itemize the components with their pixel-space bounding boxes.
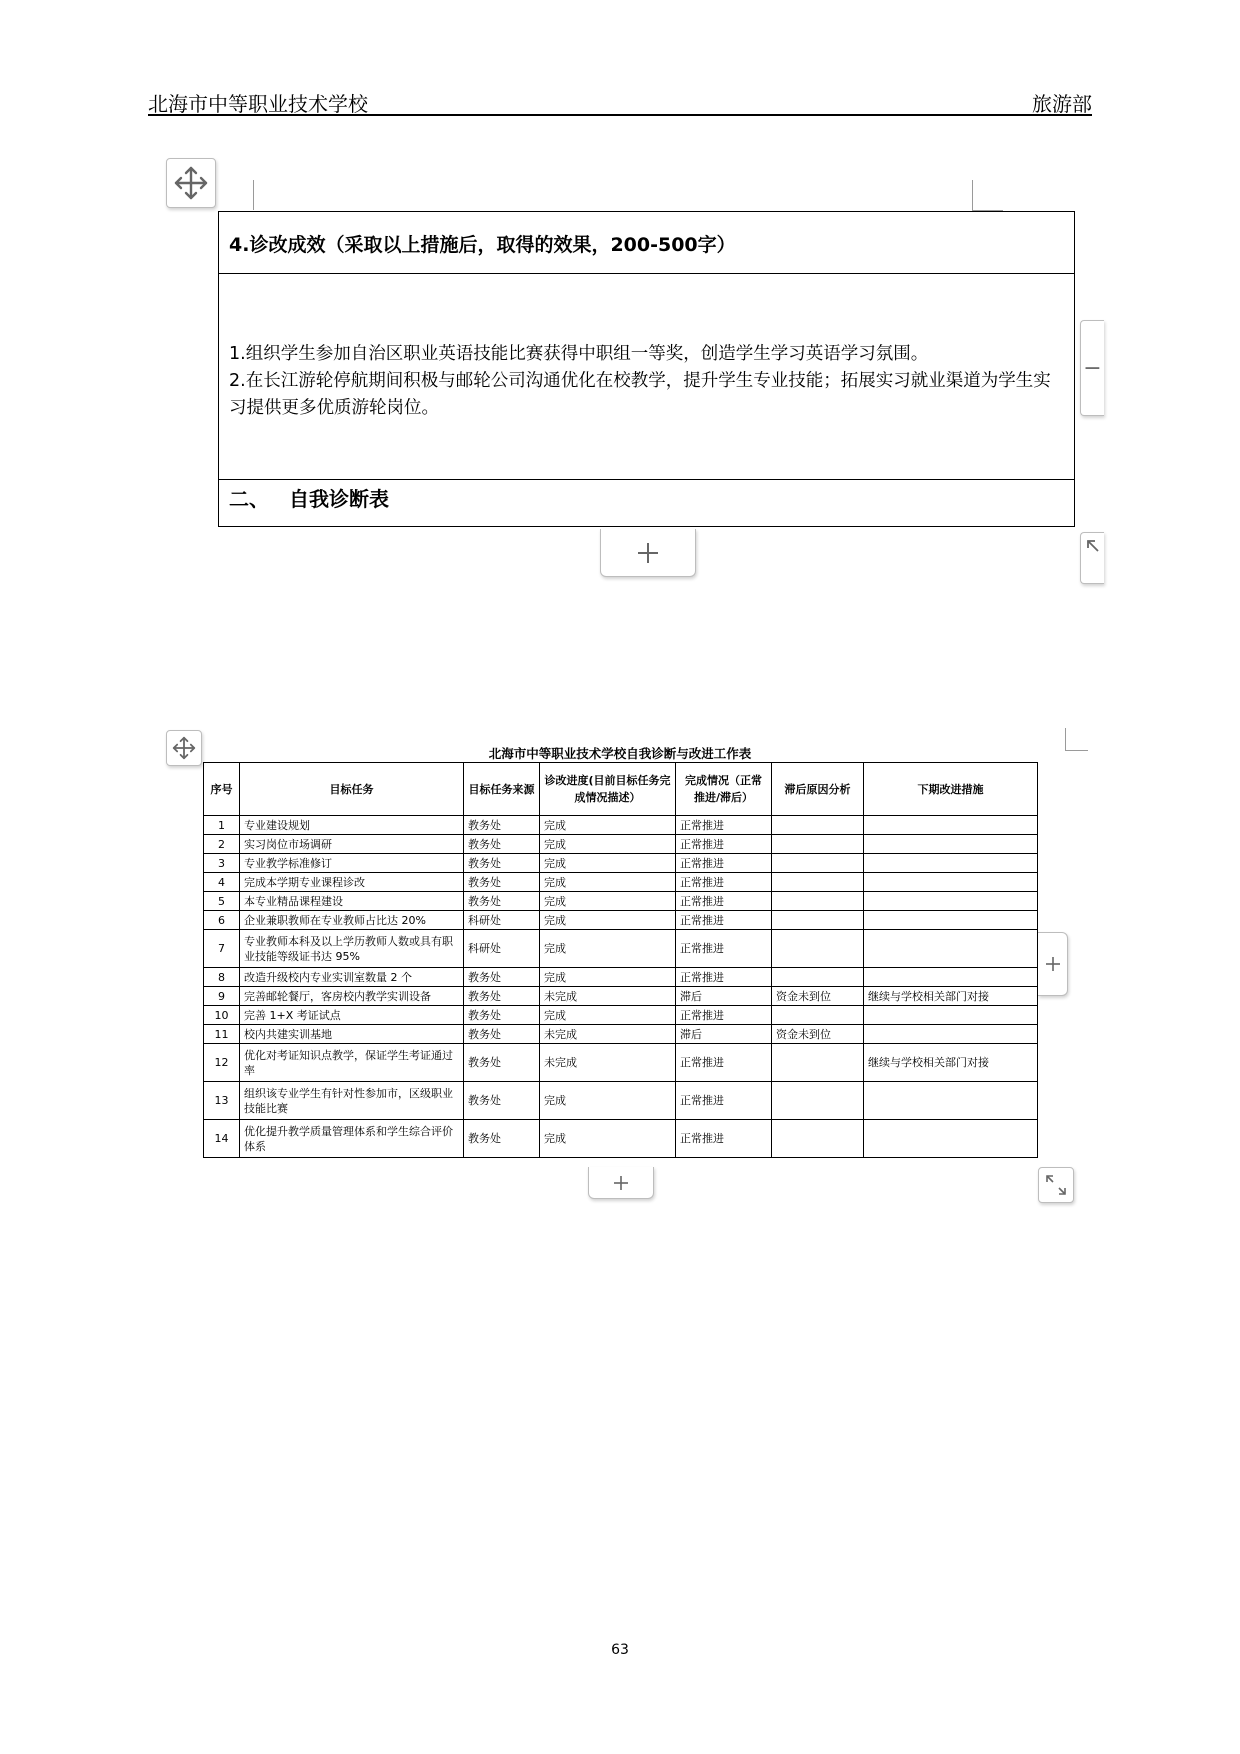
cell-next <box>864 911 1038 930</box>
cell-no: 9 <box>204 987 240 1006</box>
cell-reason: 资金未到位 <box>772 987 864 1006</box>
cell-task: 专业建设规划 <box>240 816 464 835</box>
cell-next <box>864 968 1038 987</box>
cell-next <box>864 854 1038 873</box>
cell-source: 教务处 <box>464 987 540 1006</box>
cell-progress: 完成 <box>540 1120 676 1158</box>
col-header-no: 序号 <box>204 763 240 816</box>
cell-reason <box>772 1082 864 1120</box>
table-row <box>204 873 1038 892</box>
cell-no: 7 <box>204 930 240 968</box>
cell-progress: 完成 <box>540 968 676 987</box>
cell-status: 正常推进 <box>676 854 772 873</box>
resize-diagonal-icon <box>1044 1173 1068 1197</box>
cell-progress: 完成 <box>540 1006 676 1025</box>
cell-source: 教务处 <box>464 1006 540 1025</box>
cell-no: 8 <box>204 968 240 987</box>
table-move-handle[interactable] <box>166 158 216 208</box>
cell-status: 正常推进 <box>676 1006 772 1025</box>
cell-no: 10 <box>204 1006 240 1025</box>
cell-status: 滞后 <box>676 987 772 1006</box>
plus-icon <box>612 1174 630 1192</box>
cell-task: 校内共建实训基地 <box>240 1025 464 1044</box>
add-row-button-2[interactable] <box>588 1167 654 1199</box>
cell-progress: 完成 <box>540 1082 676 1120</box>
cell-next <box>864 1082 1038 1120</box>
add-row-button[interactable] <box>600 529 696 577</box>
section2-title: 自我诊断表 <box>289 487 389 511</box>
cell-next <box>864 892 1038 911</box>
section4-heading: 4.诊改成效（采取以上措施后，取得的效果，200-500字） <box>219 212 1074 274</box>
cell-no: 6 <box>204 911 240 930</box>
table-title: 北海市中等职业技术学校自我诊断与改进工作表 <box>488 746 752 761</box>
cell-no: 13 <box>204 1082 240 1120</box>
cell-task: 完善邮轮餐厅，客房校内教学实训设备 <box>240 987 464 1006</box>
table-row <box>204 1044 1038 1082</box>
cell-source: 教务处 <box>464 854 540 873</box>
cell-status: 滞后 <box>676 1025 772 1044</box>
cell-status: 正常推进 <box>676 1120 772 1158</box>
table-row <box>204 968 1038 987</box>
cell-task: 完成本学期专业课程诊改 <box>240 873 464 892</box>
cell-progress: 完成 <box>540 854 676 873</box>
col-header-reason: 滞后原因分析 <box>772 763 864 816</box>
table-row <box>204 1025 1038 1044</box>
col-header-task: 目标任务 <box>240 763 464 816</box>
cell-next: 继续与学校相关部门对接 <box>864 1044 1038 1082</box>
section4-body <box>219 274 1074 480</box>
section4-line-1: 1.组织学生参加自治区职业英语技能比赛获得中职组一等奖，创造学生学习英语学习氛围。 <box>229 344 929 364</box>
cell-next <box>864 873 1038 892</box>
cell-reason <box>772 1120 864 1158</box>
cell-source: 教务处 <box>464 816 540 835</box>
cell-reason <box>772 835 864 854</box>
cell-task: 专业教学标准修订 <box>240 854 464 873</box>
cell-next <box>864 1025 1038 1044</box>
cell-no: 4 <box>204 873 240 892</box>
cell-next: 继续与学校相关部门对接 <box>864 987 1038 1006</box>
cell-progress: 完成 <box>540 816 676 835</box>
cell-task: 完善 1+X 考证试点 <box>240 1006 464 1025</box>
cell-source: 教务处 <box>464 1120 540 1158</box>
plus-icon <box>635 540 661 566</box>
table-row <box>204 854 1038 873</box>
cell-status: 正常推进 <box>676 911 772 930</box>
minus-icon: − <box>1083 355 1102 381</box>
cell-source: 科研处 <box>464 930 540 968</box>
cell-no: 1 <box>204 816 240 835</box>
table-row <box>204 1006 1038 1025</box>
cell-reason <box>772 968 864 987</box>
cell-source: 教务处 <box>464 892 540 911</box>
cell-progress: 完成 <box>540 930 676 968</box>
page-number: 63 <box>611 1642 629 1658</box>
cell-source: 教务处 <box>464 1025 540 1044</box>
resize-diagonal-icon <box>1086 539 1100 553</box>
section4-box <box>218 211 1075 527</box>
cell-progress: 完成 <box>540 873 676 892</box>
cell-no: 5 <box>204 892 240 911</box>
col-header-next: 下期改进措施 <box>864 763 1038 816</box>
cell-no: 11 <box>204 1025 240 1044</box>
corner-marker <box>1065 728 1088 751</box>
cell-task: 优化对考证知识点教学，保证学生考证通过率 <box>240 1044 464 1082</box>
table-row <box>204 1082 1038 1120</box>
cell-source: 教务处 <box>464 968 540 987</box>
cell-status: 正常推进 <box>676 1082 772 1120</box>
cell-source: 教务处 <box>464 835 540 854</box>
cell-no: 2 <box>204 835 240 854</box>
table-row <box>204 911 1038 930</box>
cell-task: 优化提升教学质量管理体系和学生综合评价体系 <box>240 1120 464 1158</box>
cell-status: 正常推进 <box>676 835 772 854</box>
table-row <box>204 987 1038 1006</box>
header-department: 旅游部 <box>1032 92 1092 116</box>
section4-line-2: 2.在长江游轮停航期间积极与邮轮公司沟通优化在校教学，提升学生专业技能；拓展实习就业渠道为学生实习提供更多优质游轮岗位。 <box>229 371 1051 418</box>
table-resize-handle-2[interactable] <box>1038 1167 1074 1203</box>
table-row <box>204 1120 1038 1158</box>
col-header-progress: 诊改进度(目前目标任务完成情况描述） <box>540 763 676 816</box>
cell-next <box>864 816 1038 835</box>
cell-task: 实习岗位市场调研 <box>240 835 464 854</box>
table-move-handle-2[interactable] <box>166 730 202 766</box>
section2-number: 二、 <box>229 487 269 511</box>
cell-reason <box>772 816 864 835</box>
move-arrows-icon <box>172 164 210 202</box>
cell-reason: 资金未到位 <box>772 1025 864 1044</box>
corner-marker <box>253 180 254 210</box>
cell-no: 3 <box>204 854 240 873</box>
col-header-status: 完成情况（正常推进/滞后） <box>676 763 772 816</box>
cell-progress: 未完成 <box>540 987 676 1006</box>
cell-task: 改造升级校内专业实训室数量 2 个 <box>240 968 464 987</box>
table-resize-handle[interactable] <box>1080 532 1104 584</box>
cell-status: 正常推进 <box>676 892 772 911</box>
cell-next <box>864 1120 1038 1158</box>
cell-status: 正常推进 <box>676 873 772 892</box>
cell-source: 教务处 <box>464 1044 540 1082</box>
self-diagnosis-table <box>203 762 1038 1158</box>
corner-marker <box>972 180 1003 211</box>
cell-task: 企业兼职教师在专业教师占比达 20% <box>240 911 464 930</box>
cell-status: 正常推进 <box>676 1044 772 1082</box>
cell-source: 教务处 <box>464 873 540 892</box>
cell-reason <box>772 1044 864 1082</box>
cell-task: 专业教师本科及以上学历教师人数或具有职业技能等级证书达 95% <box>240 930 464 968</box>
table-row <box>204 930 1038 968</box>
section2-heading <box>219 480 1074 526</box>
cell-no: 12 <box>204 1044 240 1082</box>
cell-progress: 未完成 <box>540 1025 676 1044</box>
cell-status: 正常推进 <box>676 930 772 968</box>
cell-progress: 未完成 <box>540 1044 676 1082</box>
table-header-row <box>204 763 1038 816</box>
cell-reason <box>772 911 864 930</box>
cell-progress: 完成 <box>540 892 676 911</box>
cell-reason <box>772 930 864 968</box>
table-row <box>204 835 1038 854</box>
cell-source: 科研处 <box>464 911 540 930</box>
cell-next <box>864 835 1038 854</box>
cell-reason <box>772 873 864 892</box>
cell-task: 本专业精品课程建设 <box>240 892 464 911</box>
move-arrows-icon <box>171 735 197 761</box>
cell-reason <box>772 854 864 873</box>
cell-task: 组织该专业学生有针对性参加市，区级职业技能比赛 <box>240 1082 464 1120</box>
cell-status: 正常推进 <box>676 968 772 987</box>
cell-reason <box>772 1006 864 1025</box>
cell-status: 正常推进 <box>676 816 772 835</box>
add-column-button[interactable] <box>1038 932 1068 996</box>
col-header-source: 目标任务来源 <box>464 763 540 816</box>
header-rule <box>148 114 1092 116</box>
plus-icon <box>1044 955 1062 973</box>
header-school-name: 北海市中等职业技术学校 <box>148 92 368 116</box>
table-row <box>204 892 1038 911</box>
table-row <box>204 816 1038 835</box>
cell-progress: 完成 <box>540 835 676 854</box>
cell-next <box>864 930 1038 968</box>
cell-progress: 完成 <box>540 911 676 930</box>
cell-next <box>864 1006 1038 1025</box>
add-column-handle[interactable] <box>1080 320 1104 416</box>
cell-reason <box>772 892 864 911</box>
cell-source: 教务处 <box>464 1082 540 1120</box>
cell-no: 14 <box>204 1120 240 1158</box>
